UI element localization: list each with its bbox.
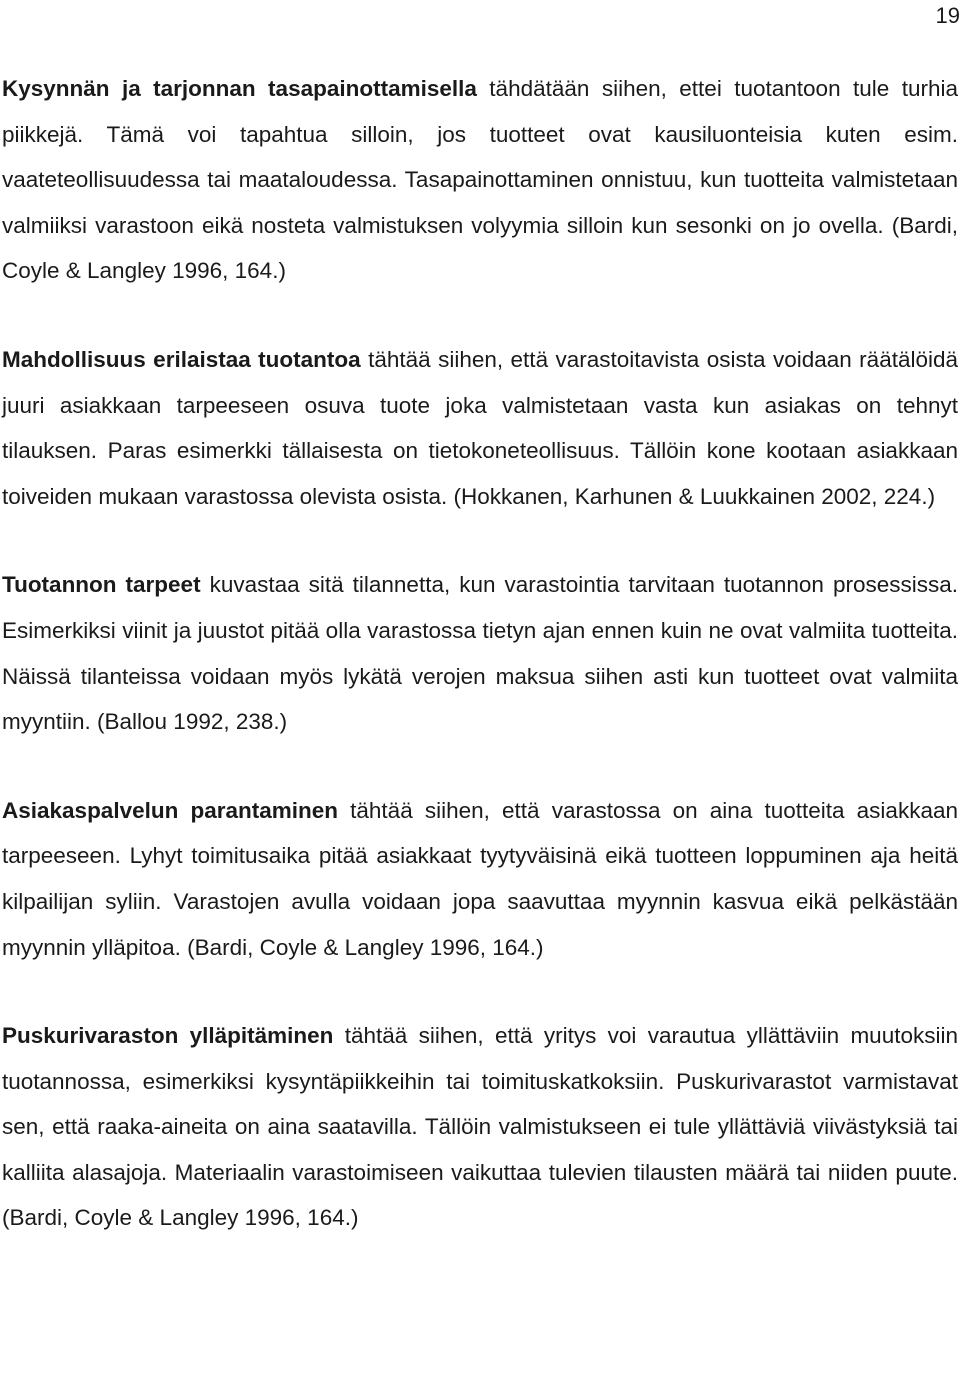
paragraph-text: kuvastaa sitä tilannetta, kun varastointia tarvitaan tuotannon prosessissa. Esimerkiksi viinit ja juustot pitää olla varastossa tietyn ajan ennen kuin ne ovat valmiita tuotteita. Näissä tilanteissa voidaan myös lykätä verojen maksua siihen asti kun tuotteet ovat valmiita myyntiin. (Ballou 1992, 238.): [2, 572, 958, 735]
paragraph-text: tähtää siihen, että varastossa on aina tuotteita asiakkaan tarpeeseen. Lyhyt toimitusaika pitää asiakkaat tyytyväisinä eikä tuotteen loppuminen aja heitä kilpailijan syliin. Varastojen avulla voidaan jopa saavuttaa myynnin kasvua eikä pelkästään myynnin ylläpitoa. (Bardi, Coyle & Langley 1996, 164.): [2, 797, 958, 960]
paragraph-lead: Puskurivaraston ylläpitäminen: [2, 1023, 334, 1049]
paragraph-production-differentiation: [2, 337, 958, 519]
paragraph-text: tähtää siihen, että yritys voi varautua yllättäviin muutoksiin tuotannossa, esimerkiksi kysyntäpiikkeihin tai toimituskatkoksiin. Puskurivarastot varmistavat sen, että raaka-aineita on aina saatavilla. Tällöin valmistukseen ei tule yllättäviä viivästyksiä tai kalliita alasajoja. Materiaalin varastoimiseen vaikuttaa tulevien tilausten määrä tai niiden puute. (Bardi, Coyle & Langley 1996, 164.): [2, 1023, 958, 1231]
paragraph-text: tähtää siihen, että varastoitavista osista voidaan räätälöidä juuri asiakkaan tarpeeseen osuva tuote joka valmistetaan vasta kun asiakas on tehnyt tilauksen. Paras esimerkki tällaisesta on tietokoneteollisuus. Tällöin kone kootaan asiakkaan toiveiden mukaan varastossa olevista osista. (Hokkanen, Karhunen & Luukkainen 2002, 224.): [2, 346, 959, 509]
page-number: 19: [935, 3, 960, 28]
paragraph-lead: Asiakaspalvelun parantaminen: [2, 797, 339, 823]
paragraph-buffer-stock: [2, 1013, 958, 1241]
paragraph-lead: Kysynnän ja tarjonnan tasapainottamisella: [2, 76, 477, 101]
paragraph-text: tähdätään siihen, ettei tuotantoon tule turhia piikkejä. Tämä voi tapahtua silloin, jos tuotteet ovat kausiluonteisia kuten esim. vaateteollisuudessa tai maataloudessa. Tasapainottaminen onnistuu, kun tuotteita valmistetaan valmiiksi varastoon eikä nosteta valmistuksen volyymia silloin kun sesonki on jo ovella. (Bardi, Coyle & Langley 1996, 164.): [2, 76, 958, 284]
paragraph-lead: Tuotannon tarpeet: [2, 572, 201, 598]
paragraph-demand-supply-balancing: [2, 66, 958, 294]
document-body: [2, 66, 958, 1284]
paragraph-customer-service: [2, 788, 958, 970]
paragraph-lead: Mahdollisuus erilaistaa tuotantoa: [2, 346, 361, 372]
paragraph-production-needs: [2, 562, 958, 744]
